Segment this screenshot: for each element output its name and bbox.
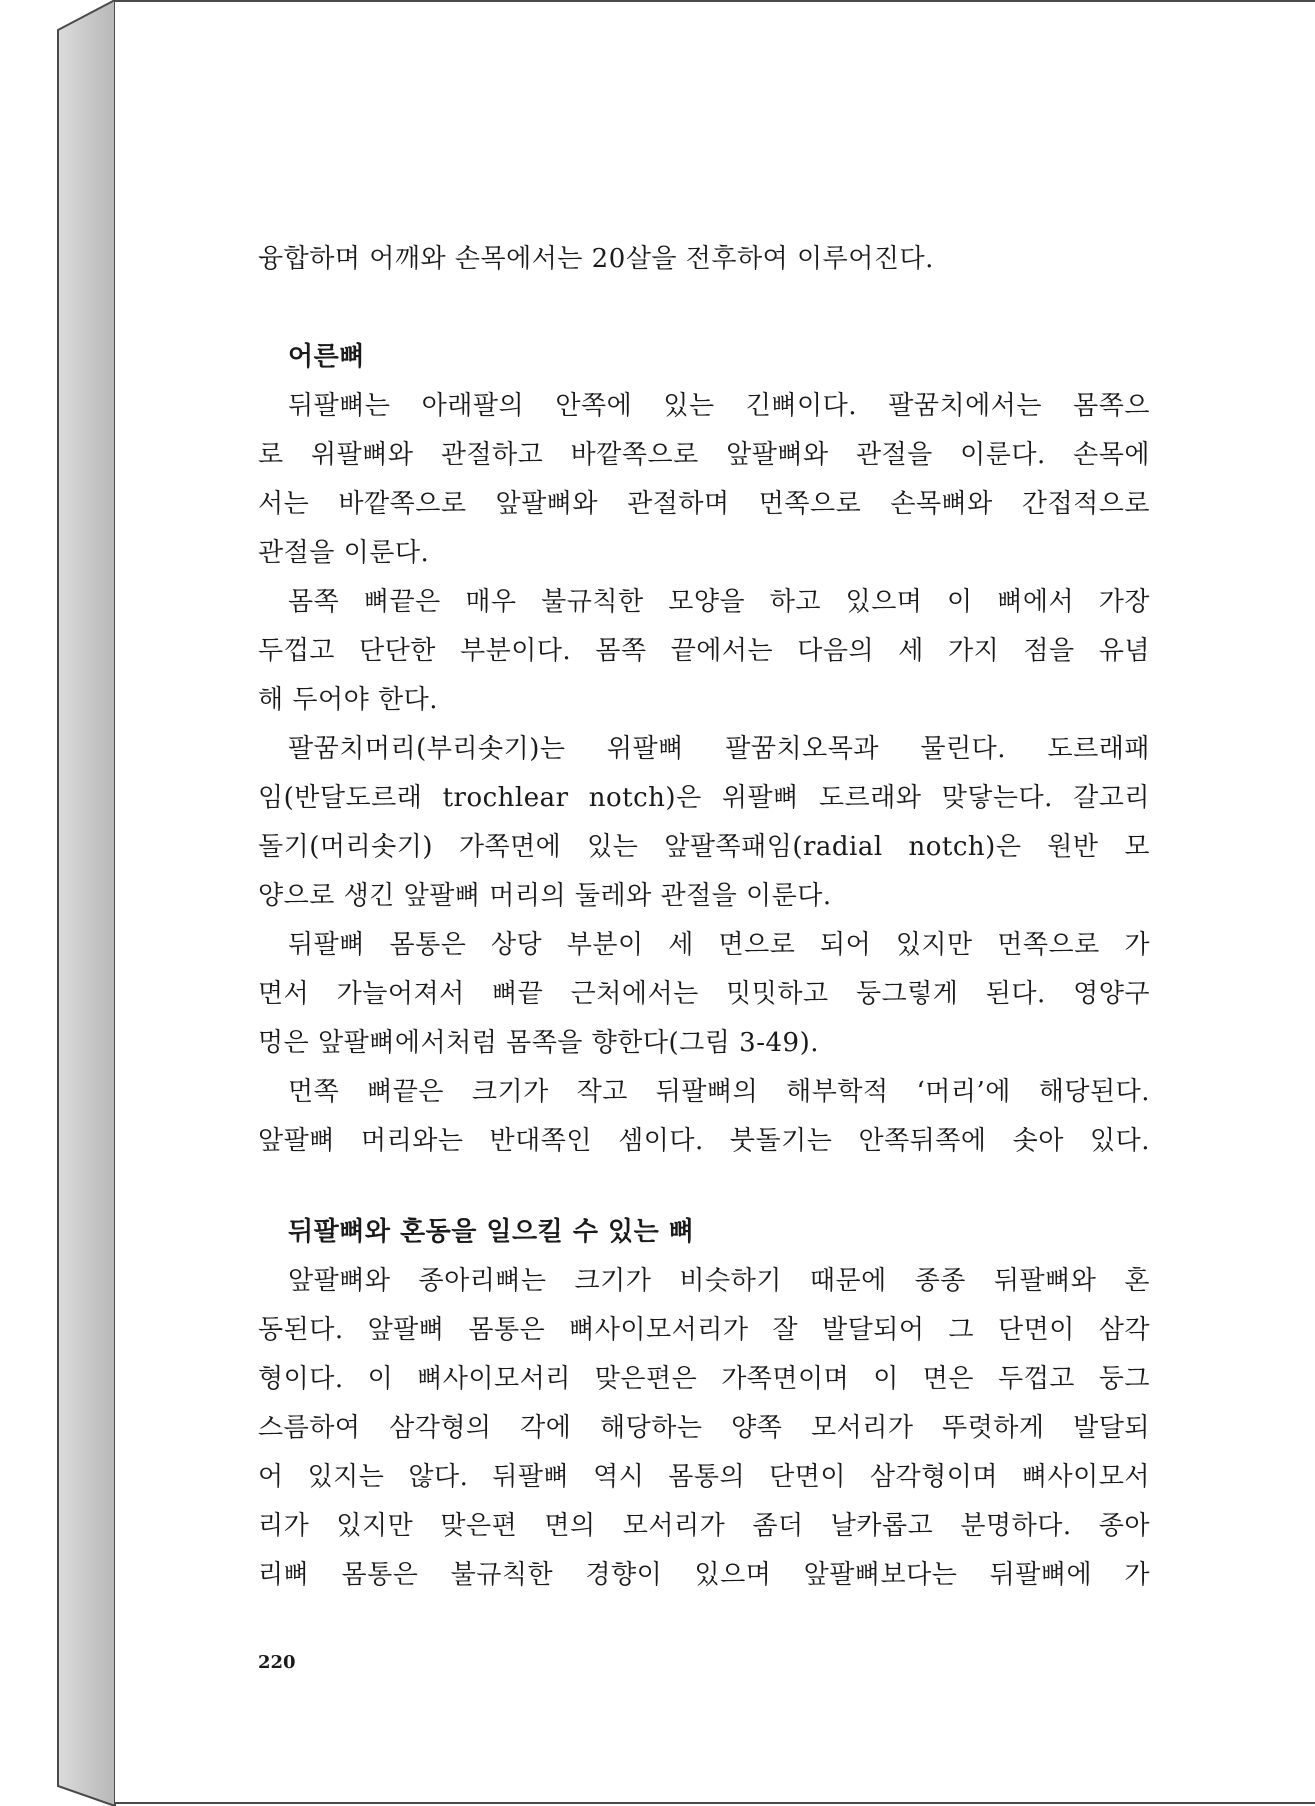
text-line: 멍은 앞팔뼈에서처럼 몸쪽을 향한다(그림 3-49). <box>258 1028 819 1058</box>
text-line: 몸쪽 뼈끝은 매우 불규칙한 모양을 하고 있으며 이 뼈에서 가장 <box>288 587 1150 617</box>
text-line: 리가 있지만 맞은편 면의 모서리가 좀더 날카롭고 분명하다. 종아 <box>258 1511 1150 1541</box>
text-line: 양으로 생긴 앞팔뼈 머리의 둘레와 관절을 이룬다. <box>258 881 832 911</box>
text-line: 앞팔뼈 머리와는 반대쪽인 셈이다. 붓돌기는 안쪽뒤쪽에 솟아 있다. <box>258 1126 1150 1156</box>
text-line: 서는 바깥쪽으로 앞팔뼈와 관절하며 먼쪽으로 손목뼈와 간접적으로 <box>258 489 1150 519</box>
text-line: 면서 가늘어져서 뼈끝 근처에서는 밋밋하고 둥그렇게 된다. 영양구 <box>258 979 1150 1009</box>
section-heading-confusable-bones: 뒤팔뼈와 혼동을 일으킬 수 있는 뼈 <box>288 1217 695 1247</box>
text-line: 뒤팔뼈 몸통은 상당 부분이 세 면으로 되어 있지만 먼쪽으로 가 <box>288 930 1150 960</box>
section-heading-adult-bone: 어른뼈 <box>288 342 365 372</box>
text-line: 동된다. 앞팔뼈 몸통은 뼈사이모서리가 잘 발달되어 그 단면이 삼각 <box>258 1315 1150 1345</box>
text-line: 로 위팔뼈와 관절하고 바깥쪽으로 앞팔뼈와 관절을 이룬다. 손목에 <box>258 440 1150 470</box>
text-line: 어 있지는 않다. 뒤팔뼈 역시 몸통의 단면이 삼각형이며 뼈사이모서 <box>258 1462 1150 1492</box>
opening-line: 융합하며 어깨와 손목에서는 20살을 전후하여 이루어진다. <box>258 244 934 274</box>
page-number: 220 <box>258 1652 296 1673</box>
text-line: 리뼈 몸통은 불규칙한 경향이 있으며 앞팔뼈보다는 뒤팔뼈에 가 <box>258 1560 1150 1590</box>
text-line: 두껍고 단단한 부분이다. 몸쪽 끝에서는 다음의 세 가지 점을 유념 <box>258 636 1150 666</box>
text-line: 앞팔뼈와 종아리뼈는 크기가 비슷하기 때문에 종종 뒤팔뼈와 혼 <box>288 1266 1150 1296</box>
text-line: 관절을 이룬다. <box>258 538 430 568</box>
text-line: 해 두어야 한다. <box>258 685 438 715</box>
text-line: 돌기(머리솟기) 가쪽면에 있는 앞팔쪽패임(radial notch)은 원반 모 <box>258 832 1150 862</box>
text-line: 먼쪽 뼈끝은 크기가 작고 뒤팔뼈의 해부학적 ‘머리’에 해당된다. <box>288 1077 1150 1107</box>
text-line: 형이다. 이 뼈사이모서리 맞은편은 가쪽면이며 이 면은 두껍고 둥그 <box>258 1364 1150 1394</box>
text-line: 뒤팔뼈는 아래팔의 안쪽에 있는 긴뼈이다. 팔꿈치에서는 몸쪽으 <box>288 391 1150 421</box>
text-line: 팔꿈치머리(부리솟기)는 위팔뼈 팔꿈치오목과 물린다. 도르래패 <box>288 734 1150 764</box>
text-line: 임(반달도르래 trochlear notch)은 위팔뼈 도르래와 맞닿는다. 갈고리 <box>258 783 1150 813</box>
text-line: 스름하여 삼각형의 각에 해당하는 양쪽 모서리가 뚜렷하게 발달되 <box>258 1413 1150 1443</box>
